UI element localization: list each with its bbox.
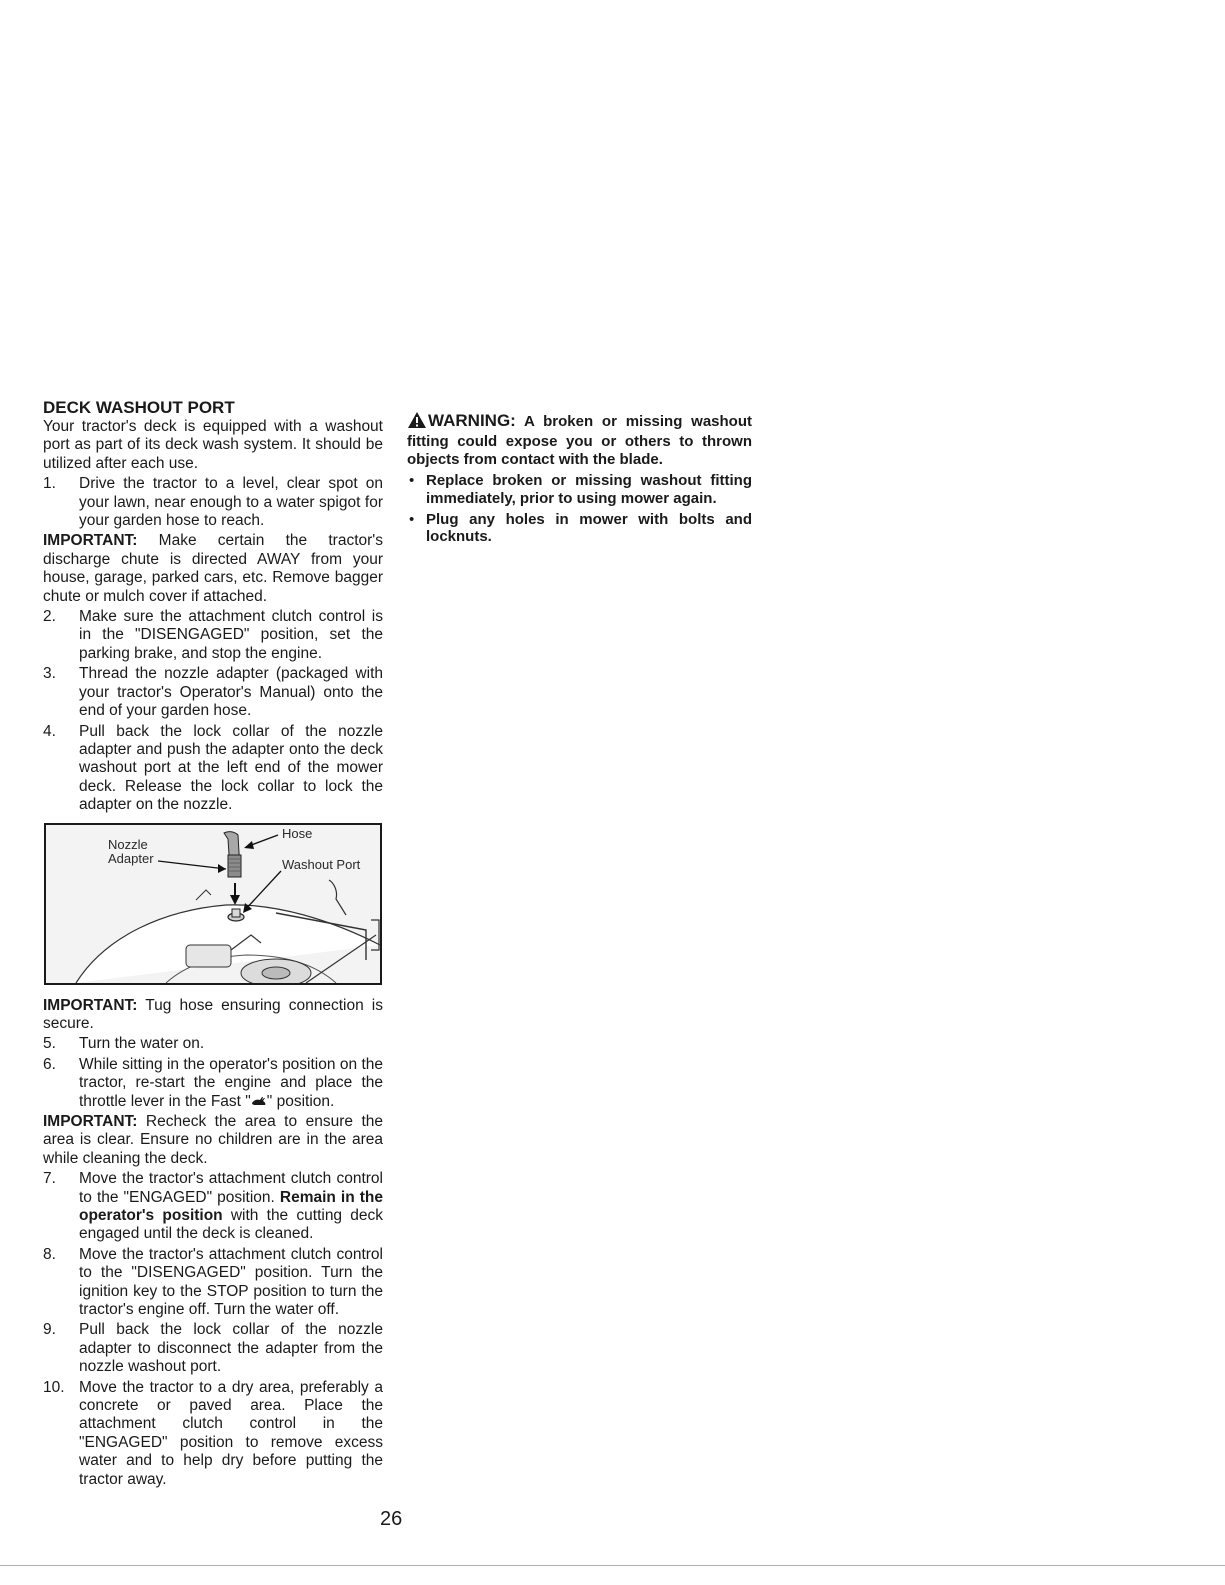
step-number: 5.: [43, 1035, 56, 1053]
list-item: [43, 723, 383, 815]
steps-list-d: [43, 1170, 383, 1489]
leader-nozzle: [158, 861, 226, 869]
steps-list-c: [43, 1035, 383, 1111]
lever-handle: [329, 880, 346, 915]
rabbit-fast-icon: [251, 1093, 267, 1110]
list-item: [43, 665, 383, 720]
step-text: Pull back the lock collar of the nozzle adapter to disconnect the adapter from the nozzle washout port.: [79, 1321, 383, 1376]
important-text: Recheck the area to ensure the area is clear. Ensure no children are in the area while cleaning the deck.: [43, 1112, 383, 1167]
nozzle-adapter: [228, 855, 241, 877]
step-text-before: Move the tractor's attachment clutch control to the "ENGAGED" position.: [79, 1170, 383, 1206]
step-text: Turn the water on.: [79, 1035, 205, 1053]
step-number: 3.: [43, 665, 56, 683]
warning-triangle-icon: [407, 411, 427, 433]
important-note-3: [43, 1113, 383, 1168]
important-label: IMPORTANT:: [43, 1112, 138, 1130]
intro-paragraph: Your tractor's deck is equipped with a washout port as part of its deck wash system. It should be utilized after each use.: [43, 418, 383, 472]
page-number: 26: [380, 1508, 403, 1530]
label-nozzle: Nozzle: [108, 836, 148, 852]
step-text: Drive the tractor to a level, clear spot on your lawn, near enough to a water spigot for your garden hose to reach.: [79, 475, 383, 530]
bullet-text: Replace broken or missing washout fitting immediately, prior to using mower again.: [426, 472, 752, 507]
important-note-1: [43, 532, 383, 606]
label-hose: Hose: [282, 825, 313, 841]
bottom-rule: [0, 1565, 1225, 1566]
step-number: 9.: [43, 1321, 56, 1339]
important-label: IMPORTANT:: [43, 532, 138, 550]
leader-nozzle-arrow: [218, 864, 226, 873]
label-adapter: Adapter: [108, 850, 154, 866]
list-item: [43, 608, 383, 663]
important-text: Make certain the tractor's discharge chute is directed AWAY from your house, garage, parked cars, etc. Remove bagger chute or mulch cover if attached.: [43, 532, 383, 605]
leader-port: [244, 871, 281, 911]
step-text: Thread the nozzle adapter (packaged with your tractor's Operator's Manual) onto the end of your garden hose.: [79, 665, 383, 720]
bullet-glyph: •: [409, 511, 415, 529]
bullet-text: Plug any holes in mower with bolts and locknuts.: [426, 511, 752, 546]
section-title: DECK WASHOUT PORT: [43, 398, 235, 417]
pulley-hub: [262, 967, 290, 979]
step-number: 7.: [43, 1170, 56, 1188]
warning-column: [407, 411, 752, 550]
list-item: [43, 1170, 383, 1244]
list-item: [407, 511, 752, 546]
important-text: Tug hose ensuring connection is secure.: [43, 996, 383, 1032]
washout-port-nipple: [232, 909, 240, 917]
step-number: 2.: [43, 608, 56, 626]
list-item: [43, 1379, 383, 1489]
label-washout-port: Washout Port: [282, 856, 361, 872]
step-number: 6.: [43, 1055, 56, 1073]
bullet-glyph: •: [409, 472, 415, 490]
washout-port-illustration: [44, 823, 382, 985]
washout-diagram: [46, 825, 380, 983]
step-text: Make sure the attachment clutch control is in the "DISENGAGED" position, set the parking brake, and stop the engine.: [79, 608, 383, 662]
step-number: 10.: [43, 1378, 65, 1396]
step-text-bold: Remain in the operator's position: [79, 1188, 383, 1224]
step-number: 4.: [43, 722, 56, 740]
deck-edge: [196, 890, 211, 900]
leader-hose-arrow: [244, 841, 254, 849]
step-text: Move the tractor's attachment clutch control to the "DISENGAGED" position. Turn the ignition key to the STOP position to turn the tractor's engine off. Turn the water off.: [79, 1245, 383, 1319]
important-note-2: [43, 997, 383, 1034]
step-number: 1.: [43, 475, 56, 493]
step-text-after: with the cutting deck engaged until the deck is cleaned.: [79, 1207, 384, 1243]
steps-list-a: [43, 475, 383, 530]
warning-bullets: [407, 472, 752, 546]
insert-arrow-head: [230, 895, 240, 905]
list-item: [43, 1035, 383, 1053]
step-text-after: " position.: [266, 1092, 335, 1110]
steps-list-b: [43, 608, 383, 814]
deck-bracket: [186, 945, 231, 967]
step-number: 8.: [43, 1245, 56, 1263]
important-label: IMPORTANT:: [43, 996, 138, 1014]
step-text: Move the tractor to a dry area, preferably a concrete or paved area. Place the attachment clutch control in the "ENGAGED" position to remove excess water and to help dry before putting the tractor away.: [79, 1378, 383, 1488]
step-text-before: While sitting in the operator's position on the tractor, re-start the engine and place the throttle lever in the Fast ": [79, 1055, 383, 1110]
warning-paragraph: [407, 411, 752, 468]
step-text: Pull back the lock collar of the nozzle adapter and push the adapter onto the deck washout port at the left end of the mower deck. Release the lock collar to lock the adapter on the nozzle.: [79, 722, 383, 814]
list-item: [43, 1246, 383, 1320]
list-item: [43, 475, 383, 530]
deck-washout-column: [43, 398, 383, 1491]
warning-text: A broken or missing washout fitting could expose you or others to thrown objects from contact with the blade.: [407, 413, 752, 468]
list-item: [43, 1321, 383, 1376]
list-item: [43, 1056, 383, 1111]
list-item: [407, 472, 752, 507]
warning-label: WARNING:: [428, 411, 516, 430]
